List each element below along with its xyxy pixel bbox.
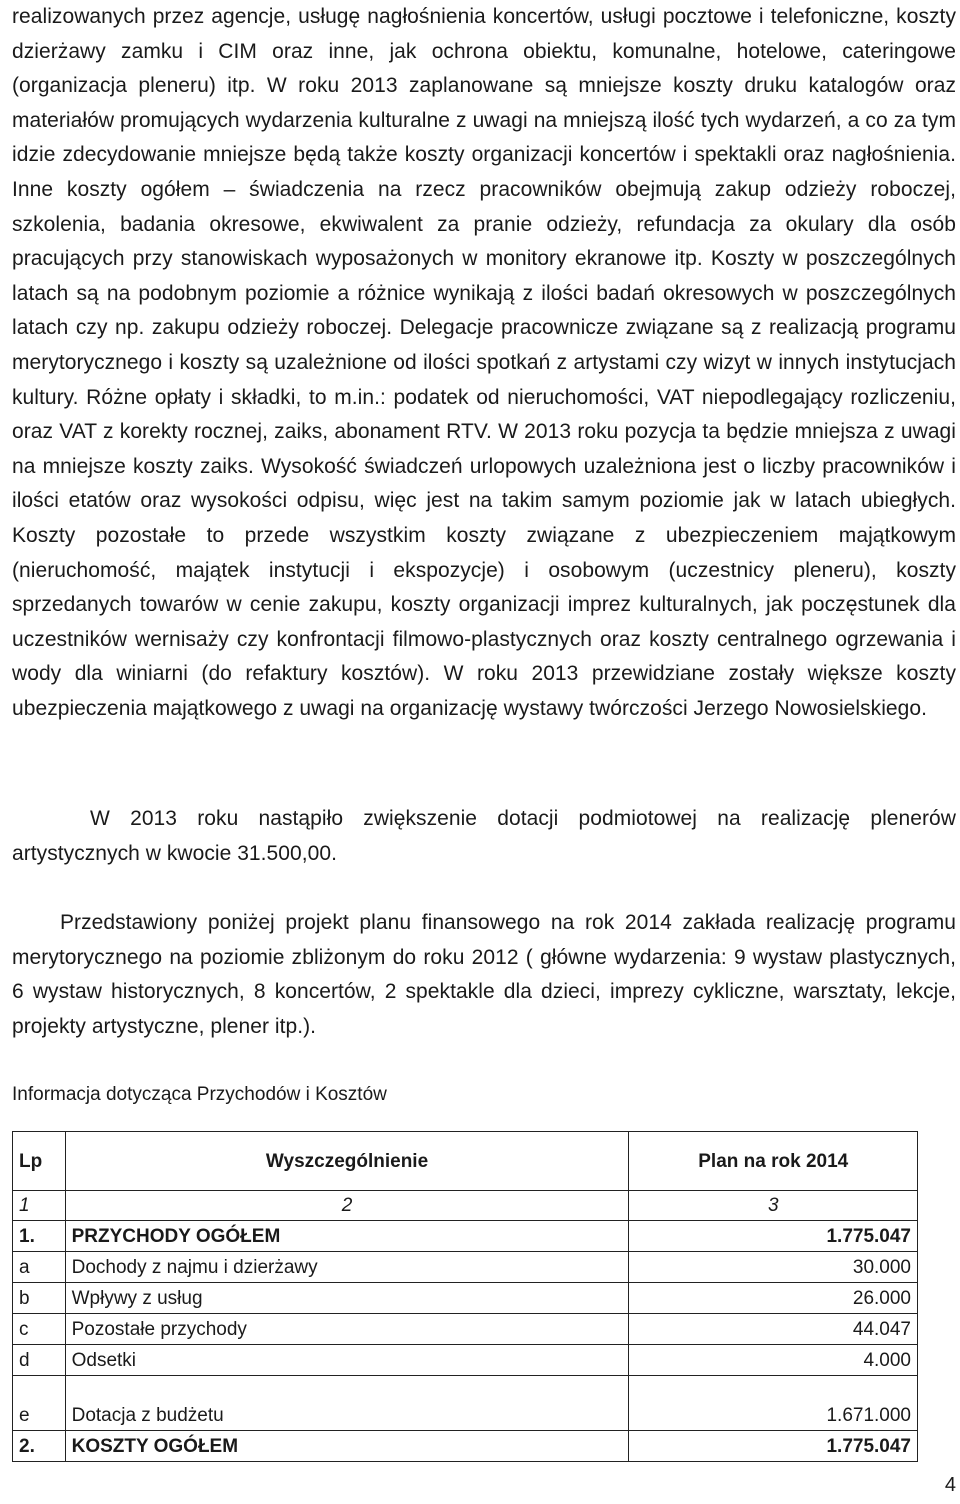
row-plan-value: 1.775.047 xyxy=(629,1221,918,1252)
row-lp: e xyxy=(13,1376,66,1431)
table-column-number-row xyxy=(13,1191,918,1221)
row-plan-value: 26.000 xyxy=(629,1283,918,1314)
row-plan-value: 44.047 xyxy=(629,1314,918,1345)
header-plan: Plan na rok 2014 xyxy=(629,1132,918,1191)
paragraph-costs-description: realizowanych przez agencje, usługę nagłośnienia koncertów, usługi pocztowe i telefoniczne, koszty dzierżawy zamku i CIM oraz inne, jak ochrona obiektu, komunalne, hotelowe, cateringowe (organizacja pleneru) itp. W roku 2013 zaplanowane są mniejsze koszty druku katalogów oraz materiałów promujących wydarzenia kulturalne z uwagi na mniejszą ilość tych wydarzeń, a co za tym idzie zdecydowanie mniejsze będą także koszty organizacji koncertów i spektakli oraz nagłośnienia. Inne koszty ogółem – świadczenia na rzecz pracowników obejmują zakup odzieży roboczej, szkolenia, badania okresowe, ekwiwalent za pranie odzieży, refundacja za okulary dla osób pracujących przy stanowiskach wyposażonych w monitory ekranowe itp. Koszty w poszczególnych latach są na podobnym poziomie a różnice wynikają z ilości badań okresowych w poszczególnych latach czy np. zakupu odzieży roboczej. Delegacje pracownicze związane są z realizacją programu merytorycznego i koszty są uzależnione od ilości spotkań z artystami czy wizyt w innych instytucjach kultury. Różne opłaty i składki, to m.in.: podatek od nieruchomości, VAT niepodlegający rozliczeniu, oraz VAT z korekty rocznej, zaiks, abonament RTV. W 2013 roku pozycja ta będzie mniejsza z uwagi na mniejsze koszty zaiks. Wysokość świadczeń urlopowych uzależniona jest o liczby pracowników i ilości etatów oraz wysokości odpisu, więc jest na takim samym poziomie jak w latach ubiegłych. Koszty pozostałe to przede wszystkim koszty związane z ubezpieczeniem majątkowym (nieruchomość, majątek instytucji i ekspozycje) i osobowym (uczestnicy pleneru), koszty sprzedanych towarów w cenie zakupu, koszty organizacji imprez kulturalnych, jak poczęstunek dla uczestników wernisaży czy konfrontacji filmowo-plastycznych oraz koszty centralnego ogrzewania i wody dla winiarni (do refaktury kosztów). W roku 2013 przewidziane zostały większe koszty ubezpieczenia majątkowego z uwagi na organizację wystawy twórczości Jerzego Nowosielskiego. xyxy=(12,5,956,720)
row-description: Dochody z najmu i dzierżawy xyxy=(65,1252,629,1283)
row-description: PRZYCHODY OGÓŁEM xyxy=(65,1221,629,1252)
row-lp: a xyxy=(13,1252,66,1283)
row-description: Wpływy z usług xyxy=(65,1283,629,1314)
table-header-row xyxy=(13,1132,918,1191)
row-description: Pozostałe przychody xyxy=(65,1314,629,1345)
table-row xyxy=(13,1345,918,1376)
financial-plan-table xyxy=(12,1131,918,1462)
row-plan-value: 1.671.000 xyxy=(629,1376,918,1431)
column-number-3: 3 xyxy=(629,1191,918,1221)
table-row xyxy=(13,1314,918,1345)
header-description: Wyszczególnienie xyxy=(65,1132,629,1191)
paragraph-subsidy: W 2013 roku nastąpiło zwiększenie dotacji podmiotowej na realizację plenerów artystycznych w kwocie 31.500,00. xyxy=(12,807,956,865)
row-description: KOSZTY OGÓŁEM xyxy=(65,1431,629,1462)
column-number-2: 2 xyxy=(65,1191,629,1221)
table-row xyxy=(13,1376,918,1431)
paragraph-plan-2014: Przedstawiony poniżej projekt planu finansowego na rok 2014 zakłada realizację programu merytorycznego na poziomie zbliżonym do roku 2012 ( główne wydarzenia: 9 wystaw plastycznych, 6 wystaw historycznych, 8 koncertów, 2 spektakle dla dzieci, imprezy cykliczne, warsztaty, lekcje, projekty artystyczne, plener itp.). xyxy=(12,911,956,1038)
row-description: Odsetki xyxy=(65,1345,629,1376)
row-lp: b xyxy=(13,1283,66,1314)
header-lp: Lp xyxy=(13,1132,66,1191)
table-row xyxy=(13,1431,918,1462)
row-plan-value: 30.000 xyxy=(629,1252,918,1283)
row-lp: c xyxy=(13,1314,66,1345)
row-lp: 2. xyxy=(13,1431,66,1462)
table-row xyxy=(13,1221,918,1252)
table-row xyxy=(13,1283,918,1314)
section-heading: Informacja dotycząca Przychodów i Kosztów xyxy=(12,1084,387,1105)
row-lp: 1. xyxy=(13,1221,66,1252)
row-plan-value: 1.775.047 xyxy=(629,1431,918,1462)
row-lp: d xyxy=(13,1345,66,1376)
row-description: Dotacja z budżetu xyxy=(65,1376,629,1431)
column-number-1: 1 xyxy=(13,1191,66,1221)
page-number: 4 xyxy=(944,1474,956,1496)
row-plan-value: 4.000 xyxy=(629,1345,918,1376)
table-row xyxy=(13,1252,918,1283)
